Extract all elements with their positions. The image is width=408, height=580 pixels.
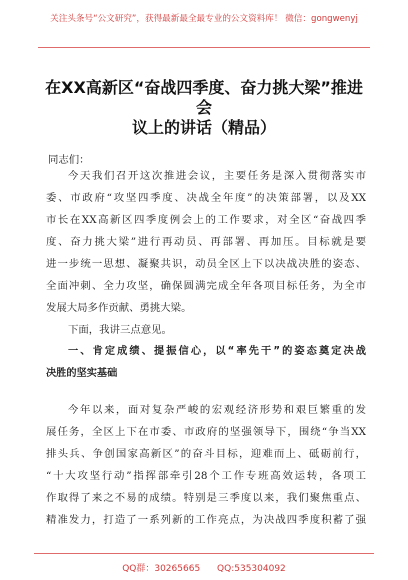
paragraph-outline — [46, 319, 366, 341]
paragraph-line: 全面冲刺、全力攻坚，确保圆满完成全年各项目标任务，为全市 — [46, 280, 366, 292]
footer-divider — [34, 553, 374, 554]
header-divider — [38, 47, 370, 48]
paragraph-line: 进一步统一思想、凝聚共识，动员全区上下以决战决胜的姿态、 — [46, 258, 366, 270]
footer-qq: QQ:535304092 — [217, 564, 286, 574]
paragraph-line: 排头兵、争创国家高新区”的奋斗目标，迎难而上、砥砺前行， — [46, 448, 366, 460]
paragraph-line: 发展大局多作贡献、勇挑大梁。 — [46, 302, 192, 314]
title-line-2: 议上的讲话（精品） — [131, 118, 276, 137]
paragraph-line: 委、市政府“攻坚四季度、决战全年度”的决策部署，以及XX — [46, 192, 366, 204]
paragraph-line: 精准发力，打造了一系列新的工作亮点，为决战四季度积蓄了强 — [46, 514, 366, 526]
paragraph-line: 市长在XX高新区四季度例会上的工作要求，对全区“奋战四季 — [46, 214, 366, 226]
document-title — [40, 78, 368, 138]
paragraph-line: 展任务，全区上下在市委、市政府的坚强领导下，围绕“争当XX — [46, 426, 366, 438]
paragraph-line: 作取得了来之不易的成绩。特别是三季度以来，我们聚焦重点、 — [46, 492, 366, 504]
paragraph-intro — [46, 165, 366, 319]
heading-line: 决胜的坚实基础 — [46, 368, 118, 379]
section-heading-1 — [46, 341, 366, 385]
paragraph-line: 今年以来，面对复杂严峻的宏观经济形势和艰巨繁重的发 — [68, 404, 366, 416]
paragraph-line: “十大攻坚行动”指挥部牵引28个工作专班高效运转，各项工 — [46, 470, 366, 482]
footer-qq-group: QQ群：30265665 — [122, 564, 201, 574]
heading-line: 一、肯定成绩、提振信心，以“率先干”的姿态奠定决战 — [68, 346, 366, 357]
top-banner: 关注头条号“公文研究”，获得最新最全最专业的公文资料库！ 微信：gongwenyj — [50, 14, 358, 24]
paragraph-line: 下面，我讲三点意见。 — [68, 324, 172, 336]
title-line-1: 在XX高新区“奋战四季度、奋力挑大梁”推进会 — [45, 78, 363, 117]
paragraph-line: 度、奋力挑大梁”进行再动员、再部署、再加压。目标就是要 — [46, 236, 366, 248]
salutation: 同志们： — [48, 154, 90, 166]
paragraph-achievements — [46, 399, 366, 531]
paragraph-line: 今天我们召开这次推进会议，主要任务是深入贯彻落实市 — [68, 170, 366, 182]
footer — [0, 561, 408, 574]
